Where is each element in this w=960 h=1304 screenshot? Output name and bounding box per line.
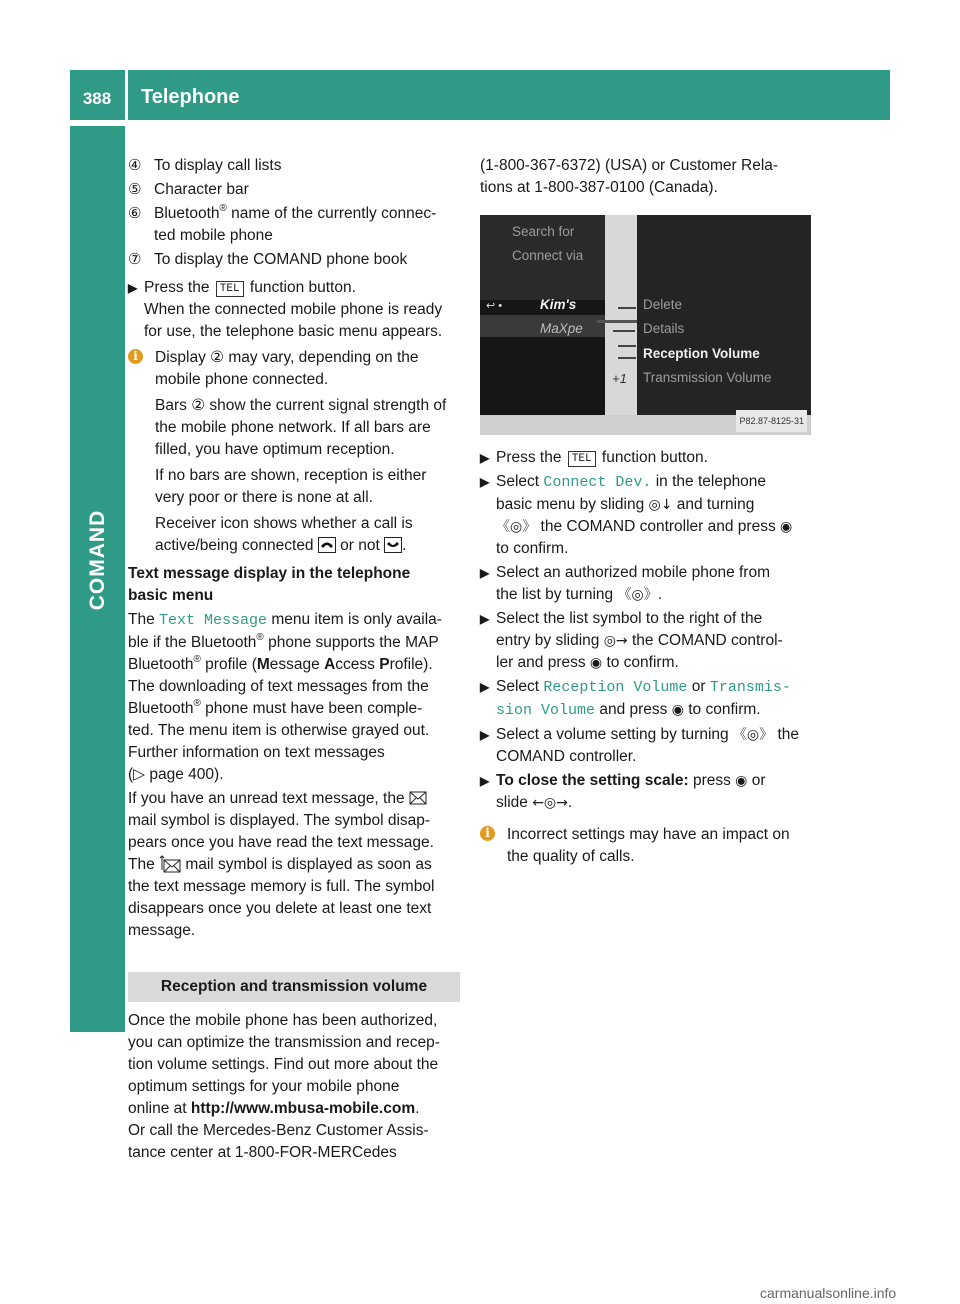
rotate-icon: 《◎》 <box>617 587 658 603</box>
screen-back-icon: ↩ • <box>486 300 503 312</box>
screen-name-2: MaXpe <box>540 321 583 336</box>
page-title: Telephone <box>141 86 240 108</box>
screen-option-transmission: Transmission Volume <box>643 370 772 385</box>
left-column <box>128 155 460 1164</box>
legend-item-7: ⑦ To display the COMAND phone book <box>128 251 408 268</box>
step-arrow-icon: ▶ <box>480 728 490 742</box>
right-column <box>480 155 815 868</box>
step-arrow-icon: ▶ <box>480 680 490 694</box>
step-select-list-symbol: ▶ Select the list symbol to the right of the entry by sliding ◎→ the COMAND control- ler and press ◉ to confirm. <box>480 610 783 671</box>
mbusa-link[interactable]: http://www.mbusa-mobile.com <box>190 1100 416 1117</box>
side-tab-label: COMAND <box>86 509 109 611</box>
info-note-display: i Display ② may vary, depending on the mobile phone connected. Bars ② show the current signal strength of the mobile phone network. If all bars are filled, you have optimum reception. If no bars are shown, reception is either very poor or there is none at all. Receiver icon shows whether a call is active/being connected or not . <box>128 347 460 557</box>
legend-item-5: ⑤ Character bar <box>128 181 249 198</box>
paragraph-volume: Once the mobile phone has been authorized, you can optimize the transmission and recep- tion volume settings. Find out more about the optimum settings for your mobile phone online at http://www.mbusa-mobile.com. Or call the Mercedes-Benz Customer Assis- tance center at 1-800-FOR-MERCedes <box>128 1012 440 1161</box>
rotate-icon: 《◎》 <box>732 727 774 743</box>
step-arrow-icon: ▶ <box>480 566 490 580</box>
step-press-tel: ▶ Press the TEL function button. When the connected mobile phone is ready for use, the telephone basic menu appears. <box>128 279 443 340</box>
step-close-scale: ▶ To close the setting scale: press ◉ or slide ←◎→. <box>480 772 766 811</box>
tel-key-icon: TEL <box>216 281 244 297</box>
step-arrow-icon: ▶ <box>480 475 490 489</box>
step-arrow-icon: ▶ <box>128 281 138 295</box>
step-select-volume-type: ▶ Select Reception Volume or Transmis- sion Volume and press ◉ to confirm. <box>480 678 791 719</box>
tel-key-icon: TEL <box>568 451 596 467</box>
paragraph-mail-symbol: If you have an unread text message, the mail symbol is displayed. The symbol disap- pears once you have read the text message. The mail symbol is displayed as soon as the text message memory is full. The symbol disappears once you delete at least one text message. <box>128 790 435 939</box>
slide-right-icon: ◎→ <box>603 633 628 649</box>
step-arrow-icon: ▶ <box>480 451 490 465</box>
info-icon: i <box>480 826 495 841</box>
info-icon: i <box>128 349 143 364</box>
page-number: 388 <box>82 89 112 108</box>
paragraph-phone-numbers: (1-800-367-6372) (USA) or Customer Rela- tions at 1-800-387-0100 (Canada). <box>480 157 779 196</box>
screen-search-text: Search for <box>512 224 575 239</box>
subheading-text-message: Text message display in the telephone basic menu <box>128 565 411 604</box>
mail-full-icon <box>159 854 181 874</box>
screen-option-delete: Delete <box>643 297 683 312</box>
phone-active-icon <box>318 537 336 553</box>
rotate-icon: 《◎》 <box>496 519 537 535</box>
watermark: carmanualsonline.info <box>760 1285 897 1301</box>
screen-scale-value: +1 <box>612 371 627 386</box>
press-icon: ◉ <box>735 773 748 789</box>
mail-icon <box>409 790 427 806</box>
step-select-volume-setting: ▶ Select a volume setting by turning 《◎》 the COMAND controller. <box>480 726 800 765</box>
header-divider <box>125 70 128 120</box>
press-icon: ◉ <box>780 519 793 535</box>
press-icon: ◉ <box>589 655 603 671</box>
screen-connect-text: Connect via <box>512 248 584 263</box>
screen-option-reception: Reception Volume <box>643 346 760 361</box>
comand-screenshot <box>480 215 811 435</box>
screen-reference-code: P82.87-8125-31 <box>736 410 807 432</box>
screen-option-details: Details <box>643 321 685 336</box>
info-note-settings: i Incorrect settings may have an impact on the quality of calls. <box>480 824 815 868</box>
section-heading: Reception and transmission volume <box>128 972 460 1002</box>
press-icon: ◉ <box>671 702 684 718</box>
step-press-tel-2: ▶ Press the TEL function button. <box>480 447 815 469</box>
paragraph-text-message: The Text Message menu item is only availa- ble if the Bluetooth® phone supports the MAP Bluetooth® profile (Message Access Profile). The downloading of text messages from the Bluetooth® phone must have been comple- ted. The menu item is otherwise grayed out. Further information on text messages (▷ page 400). <box>128 611 442 783</box>
screen-name-1: Kim's <box>540 297 577 312</box>
phone-inactive-icon <box>384 537 402 553</box>
legend-item-4: ④ To display call lists <box>128 157 282 174</box>
legend-item-6: ⑥ Bluetooth® name of the currently connec- ted mobile phone <box>128 203 437 244</box>
slide-down-icon: ◎↓ <box>648 497 673 513</box>
step-select-phone: ▶ Select an authorized mobile phone from the list by turning 《◎》. <box>480 564 770 603</box>
step-arrow-icon: ▶ <box>480 612 490 626</box>
slide-left-right-icon: ←◎→ <box>532 795 568 811</box>
step-select-connect: ▶ Select Connect Dev. in the telephone basic menu by sliding ◎↓ and turning 《◎》 the COMAND controller and press ◉ to confirm. <box>480 473 793 557</box>
step-arrow-icon: ▶ <box>480 774 490 788</box>
